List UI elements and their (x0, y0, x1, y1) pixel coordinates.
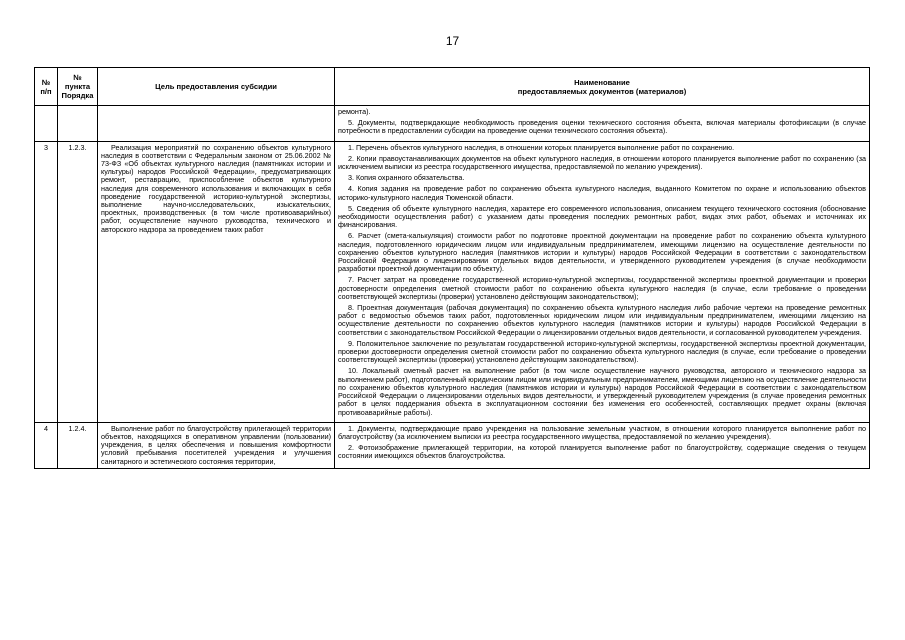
document-item: 10. Локальный сметный расчет на выполнение работ (в том числе осуществление научного руководства, авторского и технического надзора за выполнением работ), подготовленный юридическим лицом или индивидуальным предпринимателем, имеющими лицензию на осуществление деятельности по сохранению объектов культурного наследия (памятников истории и культуры) народов Российской Федерации в соответствии с законодательством Российской Федерации о лицензировании отдельных видов деятельности, и утвержденный руководителем учреждения (в случае проведения ремонтных работ в целях поддержания объекта в эксплуатационном состоянии без изменения его особенностей, составляющих предмет охраны (включая противоаварийные работы). (338, 366, 866, 417)
goal-text: Выполнение работ по благоустройству прилегающей территории объектов, находящихся в оперативном управлении (пользовании) учреждения, в целях обеспечения и повышения комфортности условий пребывания посетителей учреждения и улучшения санитарного и эстетического состояния территории, (101, 423, 331, 466)
document-item: 7. Расчет затрат на проведение государственной историко-культурной экспертизы, государственной экспертизы проектной документации и проверки достоверности определения сметной стоимости работ по сохранению объекта культурного наследия (в случае, если требование о проведении соответствующей экспертизы (проверки) установлено действующим законодательством); (338, 275, 866, 301)
document-item: 3. Копия охранного обязательства. (348, 173, 465, 183)
row-number: 3 (35, 141, 58, 422)
document-item: 4. Копия задания на проведение работ по сохранению объекта культурного наследия, выданного Комитетом по охране и использованию объектов историко-культурного наследия Тюменской области. (338, 184, 866, 202)
goal-text: Реализация мероприятий по сохранению объектов культурного наследия в соответствии с Федеральным законом от 25.06.2002 № 73-ФЗ «Об объектах культурного наследия (памятниках истории и культуры) народов Российской Федерации», предусматривающих ремонт, реставрацию, приспособление объектов культурного наследия для современного использования и включающих в себя проведение государственной историко-культурной экспертизы, выполнение научно-исследовательских, изыскательских, проектных, производственных (в том числе противоаварийных) работ, осуществление научного руководства, технического и авторского надзора за проведением таких работ (101, 142, 331, 234)
table-row (35, 422, 870, 468)
row-documents (335, 141, 870, 422)
document-item: 9. Положительное заключение по результатам государственной историко-культурной экспертизы, государственной экспертизы проектной документации, проверки достоверности определения сметной стоимости работ по сохранению объекта культурного наследия (в случае, если требование о проведении соответствующей экспертизы (проверки) установлено действующим законодательством). (338, 338, 866, 365)
document-item: 1. Перечень объектов культурного наследия, в отношении которых планируется выполнение работ по сохранению. (348, 142, 735, 152)
header-point: № пункта Порядка (58, 68, 98, 106)
document-item: 8. Проектная документация (рабочая документация) по сохранению объекта культурного наследия либо рабочие чертежи на проведение ремонтных работ с ведомостью объемов таких работ, подготовленных юридическим лицом или индивидуальным предпринимателем, имеющими лицензию на осуществление деятельности по сохранению объектов культурного наследия (памятников истории и культуры) народов Российской Федерации в соответствии с законодательством Российской Федерации о лицензировании отдельных видов деятельности, и согласованной руководителем учреждения. (338, 303, 866, 337)
row-goal (98, 422, 335, 468)
row-goal (98, 106, 335, 142)
subsidy-documents-table (34, 67, 870, 469)
row-point: 1.2.3. (58, 141, 98, 422)
table-row (35, 141, 870, 422)
header-docs-line2: предоставляемых документов (материалов) (517, 86, 687, 96)
table-row (35, 106, 870, 142)
header-num: № п/п (35, 68, 58, 106)
table-header-row (35, 68, 870, 106)
row-documents (335, 422, 870, 468)
table-body (35, 106, 870, 469)
header-docs (335, 68, 870, 106)
header-goal: Цель предоставления субсидии (98, 68, 335, 106)
document-item: 1. Документы, подтверждающие право учреждения на пользование земельным участком, в отношении которого планируется выполнение работ по благоустройству (за исключением выписки из реестра государственного имущества, предоставляемой по желанию учреждения). (338, 423, 866, 441)
row-goal (98, 141, 335, 422)
document-item: 6. Расчет (смета-калькуляция) стоимости работ по подготовке проектной документации на проведение работ по сохранению объекта культурного наследия, подготовленного юридическим лицом или индивидуальным предпринимателем, имеющими лицензию на осуществление деятельности по сохранению объектов культурного наследия (памятников истории и культуры) народов Российской Федерации в соответствии с законодательством Российской Федерации о лицензировании отдельных видов деятельности, и утвержденного руководителем учреждения (в случае необходимости разработки проектной документации по объекту). (338, 231, 866, 274)
document-item: ремонта). (338, 107, 371, 116)
header-docs-line1: Наименование (574, 77, 630, 87)
row-number (35, 106, 58, 142)
row-point (58, 106, 98, 142)
row-documents (335, 106, 870, 142)
document-item: 5. Документы, подтверждающие необходимость проведения оценки технического состояния объекта, включая материалы фотофиксации (в случае потребности в предоставлении субсидии на проведение оценки технического состояния объекта). (338, 118, 866, 136)
document-item: 2. Копии правоустанавливающих документов на объект культурного наследия, в отношении которого планируется выполнение работ по сохранению (за исключением выписки из реестра государственного имущества, предоставляемой по желанию учреждения). (338, 153, 866, 172)
row-point: 1.2.4. (58, 422, 98, 468)
document-item: 5. Сведения об объекте культурного наследия, характере его современного использования, описанием текущего технического состояния (обоснование необходимости осуществления работ) с указанием даты проведения последних ремонтных работ, видах этих работ, объемах и источниках их финансирования. (338, 203, 866, 230)
document-item: 2. Фотоизображение прилегающей территории, на которой планируется выполнение работ по благоустройству, содержащие сведения о текущем состоянии имеющихся объектов благоустройства. (338, 443, 866, 461)
row-number: 4 (35, 422, 58, 468)
page-number: 17 (445, 34, 460, 48)
